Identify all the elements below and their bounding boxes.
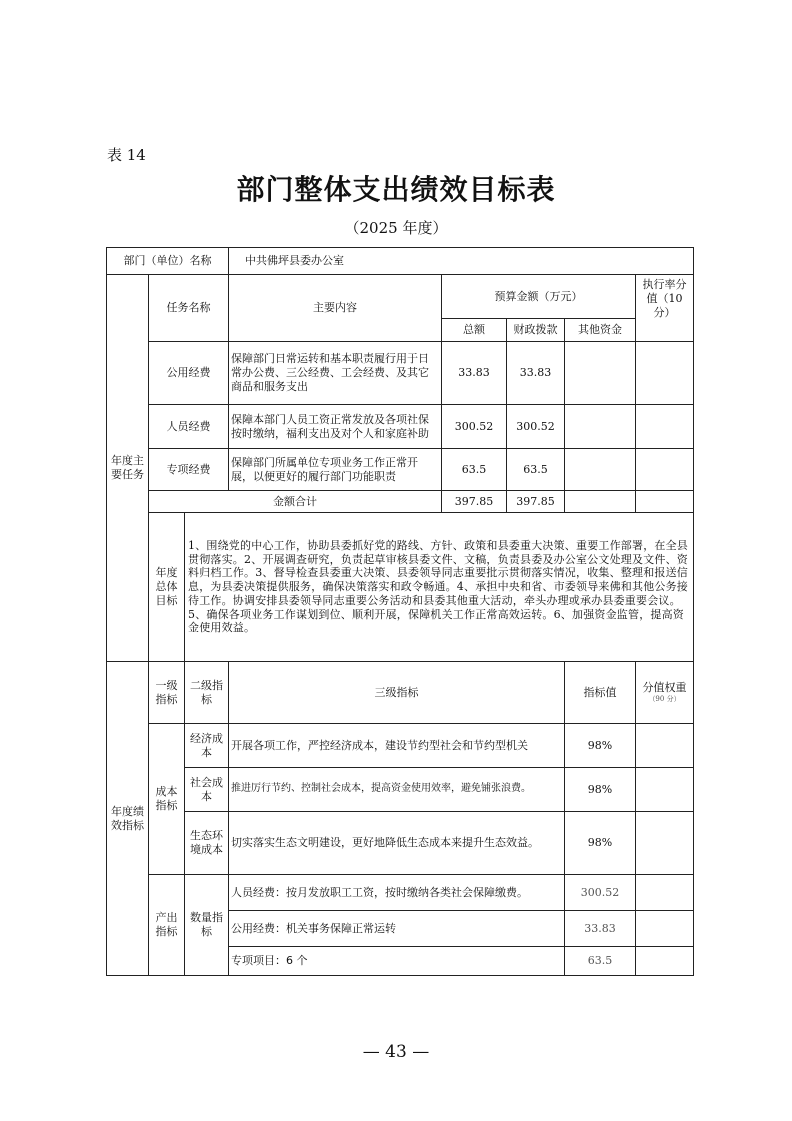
task-name: 公用经费: [149, 342, 229, 405]
table-row: [107, 812, 694, 875]
sum-fiscal: 397.85: [507, 491, 565, 513]
level1-header: 一级指标: [149, 662, 185, 724]
weight-header-cell: [636, 662, 694, 724]
cost-level2: 社会成本: [185, 768, 229, 812]
task-name-header: 任务名称: [149, 275, 229, 342]
page-number: — 43 —: [362, 1042, 430, 1062]
page-subtitle: （2025 年度）: [344, 219, 448, 237]
fiscal-header: 财政拨款: [507, 319, 565, 342]
cost-level3: 开展各项工作，严控经济成本，建设节约型社会和节约型机关: [229, 724, 565, 768]
output-value: 33.83: [565, 911, 636, 947]
output-weight: [636, 911, 694, 947]
task-content: 保障部门所属单位专项业务工作正常开展，以便更好的履行部门功能职责: [229, 449, 442, 491]
task-content: 保障本部门人员工资正常发放及各项社保按时缴纳，福利支出及对个人和家庭补助: [229, 405, 442, 449]
sum-label: 金额合计: [149, 491, 442, 513]
output-weight: [636, 947, 694, 976]
cost-level1: 成本指标: [149, 724, 185, 875]
value-header: 指标值: [565, 662, 636, 724]
level2-header: 二级指标: [185, 662, 229, 724]
indicators-section-label: 年度绩效指标: [107, 662, 149, 976]
table-row: [107, 768, 694, 812]
task-other: [565, 405, 636, 449]
table-row: [107, 724, 694, 768]
task-name: 专项经费: [149, 449, 229, 491]
cost-level2: 生态环境成本: [185, 812, 229, 875]
cost-level3: 推进厉行节约、控制社会成本，提高资金使用效率，避免铺张浪费。: [229, 768, 565, 812]
output-level3: 公用经费：机关事务保障正常运转: [229, 911, 565, 947]
task-fiscal: 33.83: [507, 342, 565, 405]
task-content: 保障部门日常运转和基本职责履行用于日常办公费、三公经费、工会经费、及其它商品和服务支出: [229, 342, 442, 405]
output-weight: [636, 875, 694, 911]
level3-header: 三级指标: [229, 662, 565, 724]
total-header: 总额: [442, 319, 507, 342]
task-fiscal: 300.52: [507, 405, 565, 449]
sum-row: [107, 491, 694, 513]
task-rate: [636, 405, 694, 449]
content-header: 主要内容: [229, 275, 442, 342]
page-title: 部门整体支出绩效目标表: [236, 173, 556, 206]
cost-weight: [636, 768, 694, 812]
output-level1: 产出指标: [149, 875, 185, 976]
cost-value: 98%: [565, 724, 636, 768]
other-header: 其他资金: [565, 319, 636, 342]
task-fiscal: 63.5: [507, 449, 565, 491]
table-number: 表 14: [107, 146, 146, 164]
sum-other: [565, 491, 636, 513]
output-level2: 数量指标: [185, 875, 229, 976]
table-row: [107, 875, 694, 911]
cost-level3: 切实落实生态文明建设，更好地降低生态成本来提升生态效益。: [229, 812, 565, 875]
task-other: [565, 342, 636, 405]
task-total: 300.52: [442, 405, 507, 449]
task-rate: [636, 449, 694, 491]
output-value: 300.52: [565, 875, 636, 911]
sum-rate: [636, 491, 694, 513]
output-level3: 专项项目：6 个: [229, 947, 565, 976]
table-row: [107, 405, 694, 449]
cost-level2: 经济成本: [185, 724, 229, 768]
output-value: 63.5: [565, 947, 636, 976]
unit-label: 部门（单位）名称: [107, 248, 229, 275]
task-rate: [636, 342, 694, 405]
unit-value: 中共佛坪县委办公室: [229, 248, 694, 275]
task-total: 63.5: [442, 449, 507, 491]
goals-section-label: 年度总体目标: [149, 513, 185, 662]
task-other: [565, 449, 636, 491]
budget-header: 预算金额（万元）: [442, 275, 636, 319]
rate-header: 执行率分值（10 分）: [636, 275, 694, 342]
weight-subheader: （90 分）: [648, 695, 681, 704]
performance-table: [106, 247, 694, 976]
weight-header: 分值权重: [642, 680, 687, 694]
cost-weight: [636, 812, 694, 875]
cost-weight: [636, 724, 694, 768]
task-name: 人员经费: [149, 405, 229, 449]
sum-total: 397.85: [442, 491, 507, 513]
output-level3: 人员经费：按月发放职工工资，按时缴纳各类社会保障缴费。: [229, 875, 565, 911]
table-row: [107, 342, 694, 405]
task-total: 33.83: [442, 342, 507, 405]
tasks-section-label: 年度主要任务: [107, 275, 149, 662]
goals-text: 1、围绕党的中心工作，协助县委抓好党的路线、方针、政策和县委重大决策、重要工作部署，在全县贯彻落实。2、开展调查研究，负责起草审核县委文件、文稿，负责县委及办公室公文处理及文件、资料归档工作。3、督导检查县委重大决策、县委领导同志重要批示贯彻落实情况，收集、整理和报送信息，为县委决策提供服务，确保决策落实和政令畅通。4、承担中央和省、市委领导来佛和其他公务接待工作。协调安排县委领导同志重要公务活动和县委其他重大活动，牵头办理或承办县委重要会议。5、确保各项业务工作谋划到位、顺利开展，保障机关工作正常高效运转。6、加强资金监管，提高资金使用效益。: [185, 513, 694, 662]
cost-value: 98%: [565, 812, 636, 875]
table-row: [107, 449, 694, 491]
cost-value: 98%: [565, 768, 636, 812]
